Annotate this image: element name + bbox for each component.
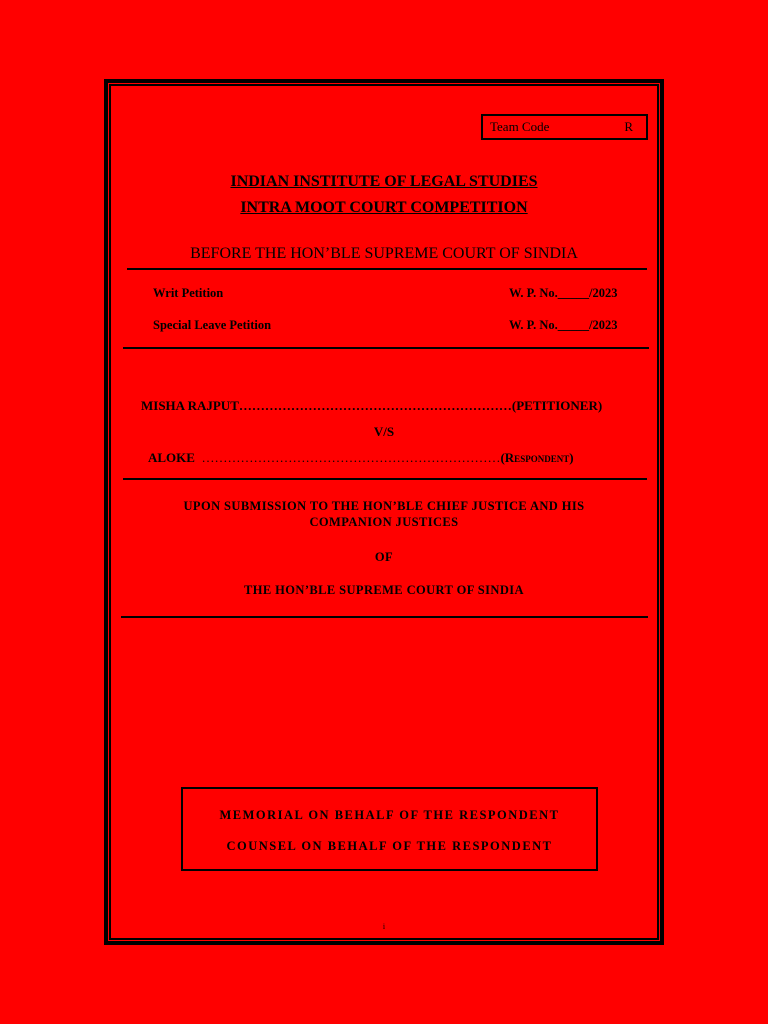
respondent-role: (Respondent) <box>500 450 574 465</box>
team-code-label: Team Code <box>490 119 550 134</box>
petitioner-role: (PETITIONER) <box>511 398 603 413</box>
page-number: i <box>382 922 386 931</box>
versus: V/S <box>373 424 395 439</box>
competition-title: INTRA MOOT COURT COMPETITION <box>240 199 528 216</box>
petitioner-dots: ……………………………………………………… <box>238 398 512 413</box>
divider <box>121 616 648 618</box>
slp-label: Special Leave Petition <box>153 318 272 332</box>
memorial-line-1: MEMORIAL ON BEHALF OF THE RESPONDENT <box>219 808 560 822</box>
submission-of: OF <box>374 550 394 564</box>
submission-line-2: COMPANION JUSTICES <box>309 515 459 529</box>
petitioner-line <box>141 398 631 414</box>
divider <box>127 268 647 270</box>
team-code-value: R <box>624 119 633 134</box>
memorial-line-2: COUNSEL ON BEHALF OF THE RESPONDENT <box>226 839 553 853</box>
writ-petition-number: W. P. No._____/2023 <box>509 286 618 300</box>
memorial-box <box>181 787 598 871</box>
respondent-dots: …………………………………………………………… <box>201 450 501 465</box>
petitioner-name: MISHA RAJPUT <box>141 398 239 413</box>
court-heading: BEFORE THE HON’BLE SUPREME COURT OF SINDIA <box>190 245 578 262</box>
divider <box>123 478 647 480</box>
institute-title: INDIAN INSTITUTE OF LEGAL STUDIES <box>230 173 538 190</box>
divider <box>123 347 649 349</box>
respondent-name: ALOKE <box>148 450 195 465</box>
team-code-box <box>481 114 648 140</box>
respondent-line <box>148 450 631 466</box>
slp-number: W. P. No._____/2023 <box>509 318 618 332</box>
submission-court: THE HON’BLE SUPREME COURT OF SINDIA <box>244 583 524 597</box>
submission-line-1: UPON SUBMISSION TO THE HON’BLE CHIEF JUSTICE AND HIS <box>183 499 585 513</box>
writ-petition-label: Writ Petition <box>153 286 224 300</box>
